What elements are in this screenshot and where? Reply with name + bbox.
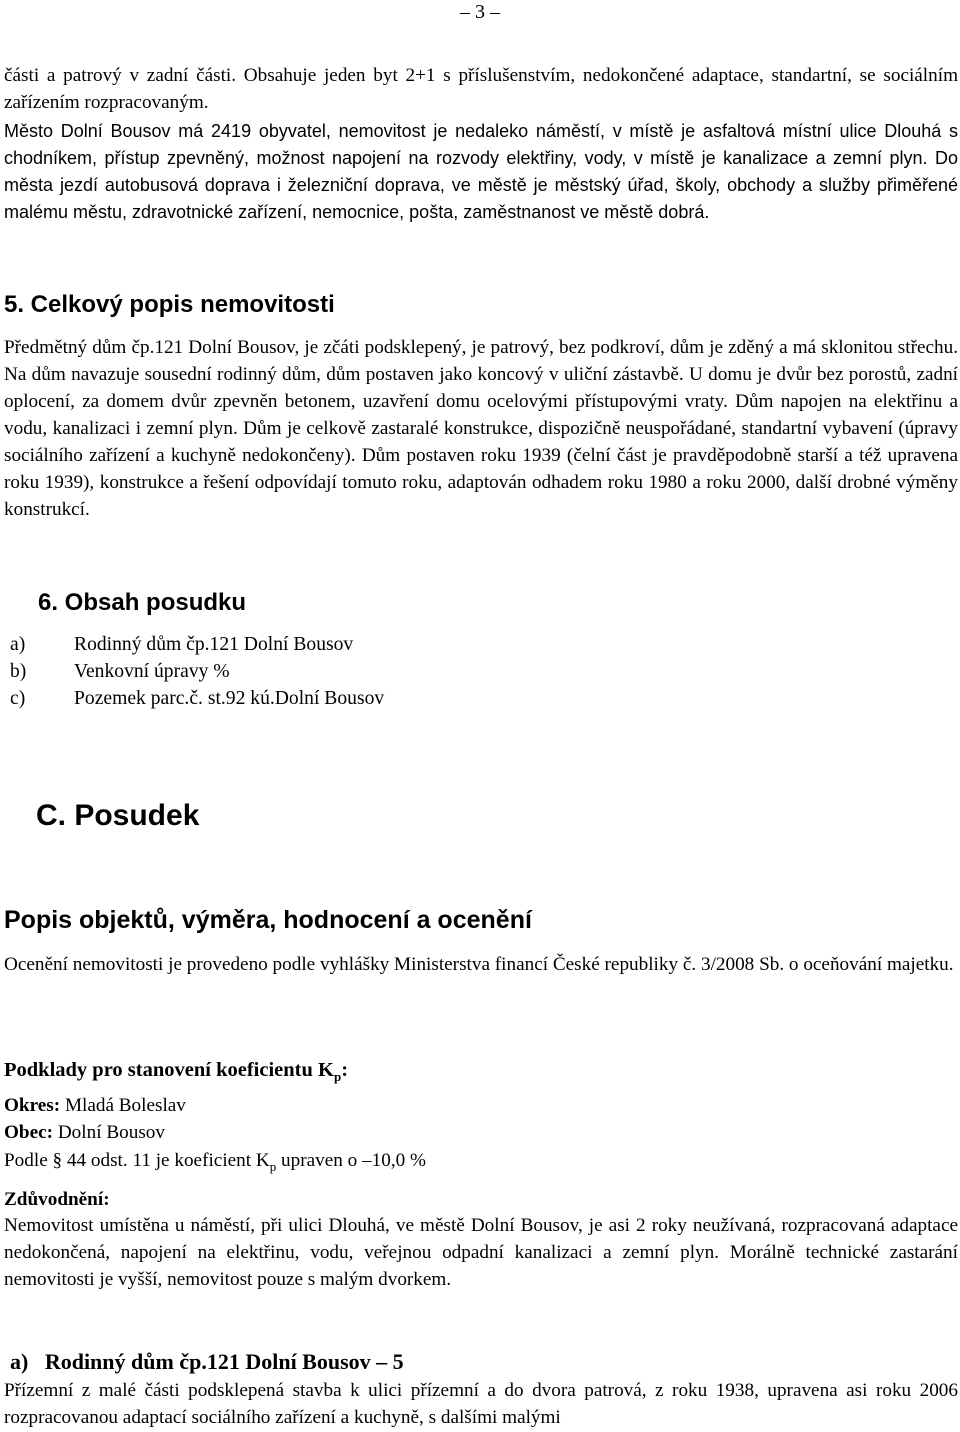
section-6-title: 6. Obsah posudku [38, 589, 247, 616]
kp-heading-colon: : [341, 1059, 349, 1081]
okres-value: Mladá Boleslav [64, 1095, 186, 1116]
list-item [10, 631, 384, 658]
kp-heading-sub: p [333, 1069, 342, 1085]
intro-paragraph-2: Město Dolní Bousov má 2419 obyvatel, nemovitost je nedaleko náměstí, v místě je asfaltová místní ulice Dlouhá s chodníkem, přístup zpevněný, možnost napojení na rozvody elektřiny, vody, v místě je kanalizace a zemní plyn. Do města jezdí autobusová doprava i železniční doprava, ve městě je městský úřad, školy, obchody a služby přiměřené malému městu, zdravotnické zařízení, nemocnice, pošta, zaměstnanost ve městě dobrá. [4, 121, 958, 222]
obec-line [4, 1119, 165, 1146]
popis-title: Popis objektů, výměra, hodnocení a ocenění [4, 906, 532, 934]
okres-label: Okres: [4, 1095, 61, 1116]
list-item-text: Rodinný dům čp.121 Dolní Bousov [74, 634, 354, 655]
list-item-text: Pozemek parc.č. st.92 kú.Dolní Bousov [74, 688, 385, 709]
contents-list [10, 631, 384, 712]
kp-adjustment-text: Podle § 44 odst. 11 je koeficient K [4, 1150, 270, 1171]
obec-value: Dolní Bousov [57, 1122, 165, 1143]
list-item [10, 658, 384, 685]
kp-adjustment-sub: p [269, 1158, 277, 1174]
intro-paragraph-1: části a patrový v zadní části. Obsahuje jeden byt 2+1 s příslušenstvím, nedokončené adaptace, standartní, se sociálním zařízením rozpracovaným. [4, 65, 958, 113]
list-marker: c) [10, 688, 26, 709]
section-a-title: a) Rodinný dům čp.121 Dolní Bousov – 5 [10, 1349, 404, 1374]
page-number: – 3 – [460, 1, 500, 23]
kp-heading [4, 1057, 348, 1090]
list-marker: a) [10, 634, 26, 655]
okres-line [4, 1092, 186, 1119]
kp-heading-text: Podklady pro stanovení koeficientu K [4, 1059, 334, 1081]
obec-label: Obec: [4, 1122, 54, 1143]
zduvodneni-label: Zdůvodnění: [4, 1189, 110, 1210]
popis-text: Ocenění nemovitosti je provedeno podle vyhlášky Ministerstva financí České republiky č. 3/2008 Sb. o oceňování majetku. [4, 954, 954, 975]
section-c-title: C. Posudek [36, 799, 200, 832]
kp-adjustment-value: upraven o –10,0 % [276, 1150, 426, 1171]
list-item-text: Venkovní úpravy % [74, 661, 230, 682]
section-a-text: Přízemní z malé části podsklepená stavba k ulici přízemní a do dvora patrová, z roku 1938, upravena asi roku 2006 rozpracovanou adaptací sociálního zařízení a kuchyně, s dalšími malými [4, 1380, 958, 1428]
list-marker: b) [10, 661, 27, 682]
section-5-title: 5. Celkový popis nemovitosti [4, 291, 335, 318]
list-item [10, 685, 384, 712]
kp-adjustment-line [4, 1147, 426, 1180]
section-5-text: Předmětný dům čp.121 Dolní Bousov, je zčáti podsklepený, je patrový, bez podkroví, dům je zděný a má sklonitou střechu. Na dům navazuje sousední rodinný dům, dům postaven jako koncový v uliční zástavbě. U domu je dvůr bez porostů, zadní oplocení, za domem dvůr zpevněn betonem, uzavření domu ocelovými přístupovými vraty. Dům napojen na elektřinu a vodu, kanalizaci i zemní plyn. Dům je celkově zastaralé konstrukce, dispozičně neuspořádané, standartní vybavení (úpravy sociálního zařízení a kuchyně nedokončeny). Dům postaven roku 1939 (čelní část je pravděpodobně starší a též upravena roku 1939), konstrukce a řešení odpovídají tomuto roku, adaptován odhadem roku 1980 a roku 2000, další drobné výměny konstrukcí. [4, 337, 958, 520]
zduvodneni-text: Nemovitost umístěna u náměstí, při ulici Dlouhá, ve městě Dolní Bousov, je asi 2 roky neužívaná, rozpracovaná adaptace nedokončená, napojení na elektřinu, vodu, veřejnou odpadní kanalizaci a zemní plyn. Morálně technické zastarání nemovitosti je vyšší, nemovitost pouze s malým dvorkem. [4, 1215, 958, 1290]
